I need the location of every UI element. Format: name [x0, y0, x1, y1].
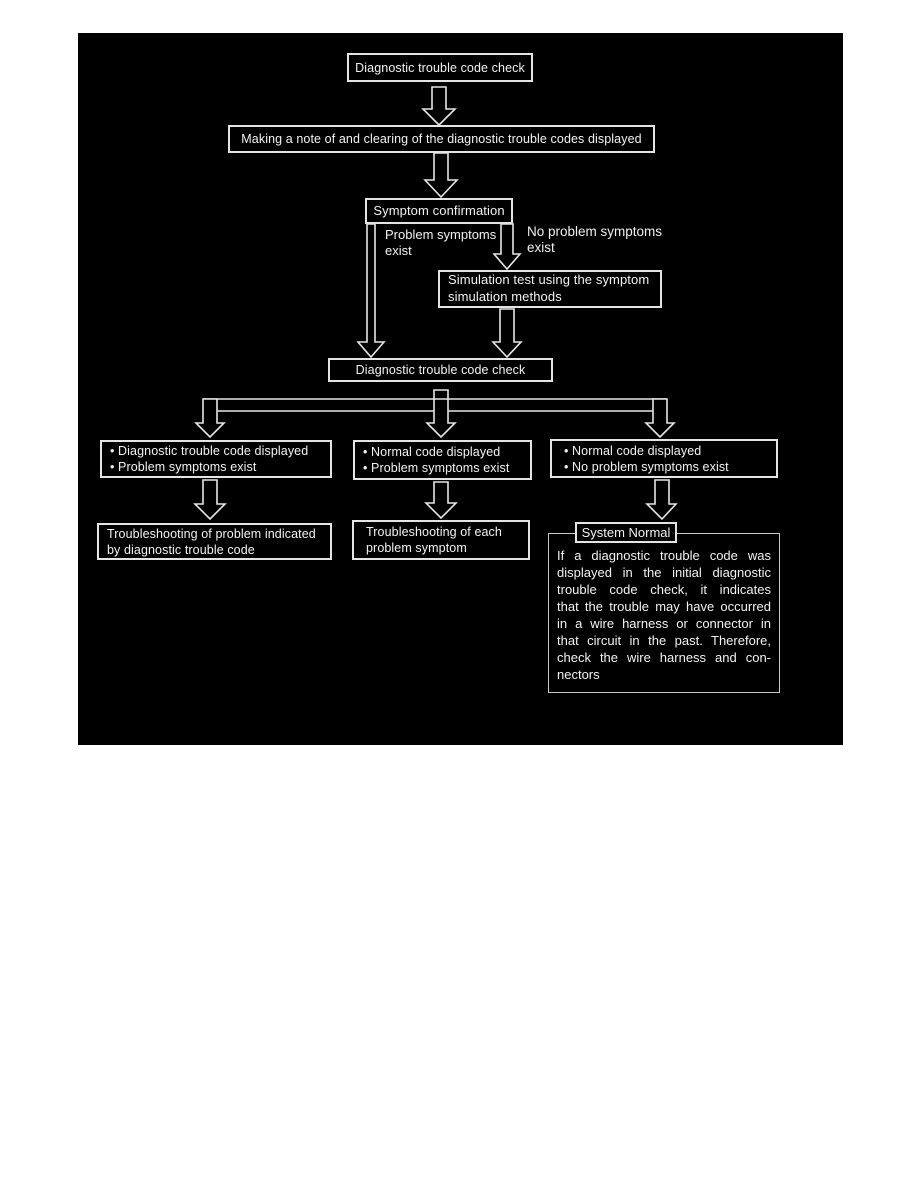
node-line: • Normal code displayed [363, 445, 501, 459]
node-outcome-normal-no-problem [550, 439, 778, 478]
note-line: nectors [557, 667, 600, 682]
node-line: simulation methods [448, 289, 562, 304]
node-simulation-test [438, 270, 662, 308]
note-line: If a diagnostic trouble code was [557, 548, 771, 563]
edge-label-line: exist [385, 243, 412, 258]
node-line: problem symptom [366, 541, 467, 555]
arrow-down-icon [423, 87, 455, 125]
note-line: in a wire harness or connector in [557, 616, 771, 631]
node-line: • Problem symptoms exist [110, 460, 257, 474]
node-outcome-code-displayed [100, 440, 332, 478]
node-note-and-clear [228, 125, 655, 153]
arrow-down-icon [427, 399, 455, 437]
node-line: Troubleshooting of problem indicated [107, 526, 316, 541]
node-line: • No problem symptoms exist [564, 459, 729, 474]
arrow-down-icon [494, 224, 520, 269]
node-label: System Normal [581, 525, 671, 540]
arrow-down-icon [647, 480, 676, 519]
node-dtc-check-top [347, 53, 533, 82]
node-line: by diagnostic trouble code [107, 542, 255, 557]
node-label: Symptom confirmation [373, 202, 505, 218]
branch-line-upper [203, 390, 667, 399]
note-line: displayed in the initial diagnostic [557, 565, 771, 580]
node-system-normal [575, 522, 677, 543]
node-troubleshoot-by-code [97, 523, 332, 560]
node-troubleshoot-symptom [352, 520, 530, 560]
edge-label-line: No problem symptoms [527, 224, 663, 239]
arrow-down-icon [196, 399, 224, 437]
arrow-down-icon [425, 153, 457, 197]
arrow-down-icon [646, 399, 674, 437]
edge-label-no-problem-symptoms [527, 224, 662, 256]
note-line: trouble code check, it indicates [557, 582, 771, 597]
node-line: Troubleshooting of each [366, 525, 502, 539]
arrow-down-icon [195, 480, 225, 519]
node-label: Diagnostic trouble code check [355, 60, 525, 75]
arrow-down-icon [426, 482, 456, 518]
node-line: • Problem symptoms exist [363, 461, 510, 475]
arrow-down-icon [493, 309, 521, 357]
edge-label-problem-symptoms [385, 227, 496, 259]
node-system-normal-note [548, 533, 780, 693]
flowchart-panel [78, 33, 843, 745]
node-dtc-check-mid [328, 358, 553, 382]
node-line: Simulation test using the symptom [448, 272, 650, 288]
node-outcome-normal-problem [353, 440, 532, 480]
node-line: • Diagnostic trouble code displayed [110, 444, 309, 458]
note-line: that circuit in the past. Therefore, [557, 633, 771, 648]
note-line: that the trouble may have occurred [557, 599, 771, 614]
node-symptom-confirmation [365, 198, 513, 224]
note-line: check the wire harness and con- [557, 650, 771, 665]
node-label: Making a note of and clearing of the diagnostic trouble codes displayed [241, 132, 642, 146]
node-line: • Normal code displayed [564, 443, 702, 458]
node-label: Diagnostic trouble code check [355, 363, 526, 377]
arrow-down-icon [358, 224, 384, 357]
edge-label-line: Problem symptoms [385, 227, 497, 242]
edge-label-line: exist [527, 240, 555, 255]
